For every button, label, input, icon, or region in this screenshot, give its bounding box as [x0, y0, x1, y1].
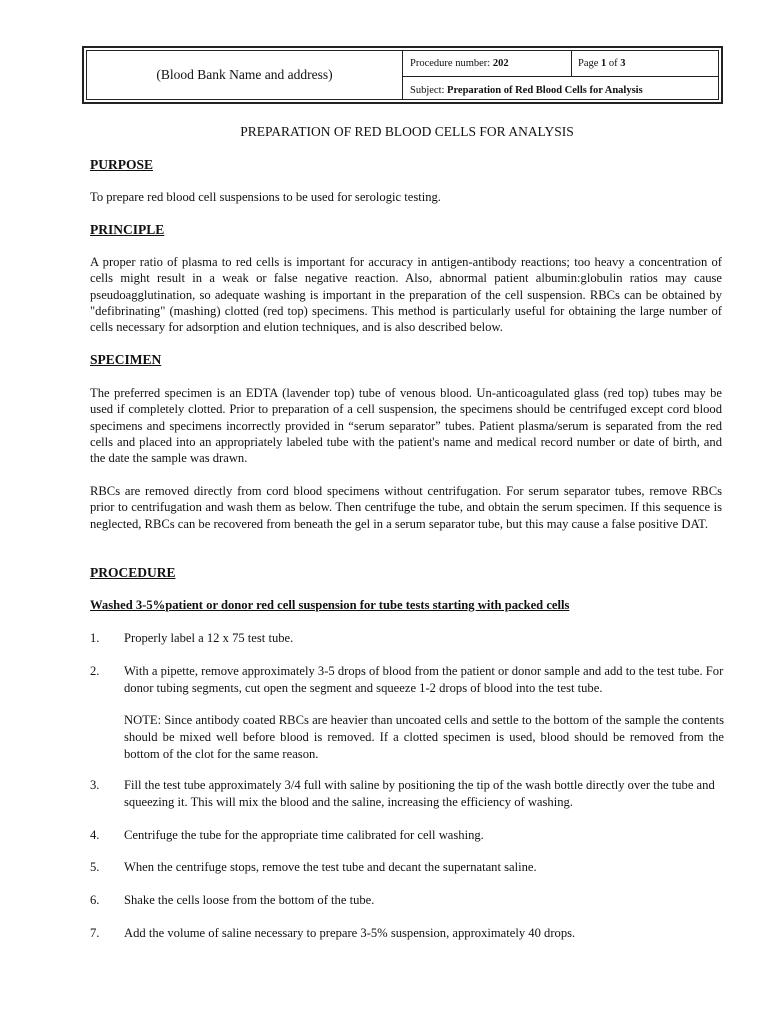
step-number: 6.	[90, 893, 100, 907]
procedure-number-cell	[403, 51, 572, 77]
purpose-text: To prepare red blood cell suspensions to be used for serologic testing.	[90, 190, 441, 204]
procedure-step	[90, 777, 724, 811]
specimen-paragraph-1: The preferred specimen is an EDTA (lavender top) tube of venous blood. Un-anticoagulated glass (red top) tubes may be used if completely clotted. Prior to preparation of a cell suspension, the specimens should be centrifuged except cord blood specimens and specimens incorrectly provided in “serum separator” tubes. Patient plasma/serum is separated from the red cells and placed into an appropriately labeled tube with the patient's name and medical record number or date of birth, and the date the sample was drawn.	[90, 386, 722, 466]
step-text: When the centrifuge stops, remove the test tube and decant the supernatant saline.	[124, 860, 537, 874]
procedure-note: NOTE: Since antibody coated RBCs are heavier than uncoated cells and settle to the bottom of the sample the contents should be mixed well before blood is removed. If a clotted specimen is used, blood should be removed from the bottom of the clot for the same reason.	[124, 713, 724, 761]
principle-heading: PRINCIPLE	[90, 222, 165, 237]
step-number: 2.	[90, 664, 100, 678]
page-current: 1	[601, 58, 607, 69]
page-prefix: Page	[578, 58, 599, 69]
subject-label: Subject:	[410, 85, 445, 96]
step-text: Shake the cells loose from the bottom of the tube.	[124, 893, 375, 907]
step-number: 1.	[90, 631, 100, 645]
specimen-paragraph-2: RBCs are removed directly from cord blood specimens without centrifugation. For serum separator tubes, remove RBCs prior to centrifugation and wash them as below. Then centrifuge the tube, and obtain the serum specimen. If this sequence is neglected, RBCs can be recovered from beneath the gel in a serum separator tube, but this may cause a false positive DAT.	[90, 484, 722, 531]
step-number: 3.	[90, 778, 100, 792]
document-title: PREPARATION OF RED BLOOD CELLS FOR ANALYSIS	[240, 124, 574, 139]
step-text: Fill the test tube approximately 3/4 full with saline by positioning the tip of the wash bottle directly over the tube and squeezing it. This will mix the blood and the saline, increasing the efficiency of washing.	[124, 778, 715, 809]
procedure-number-label: Procedure number:	[410, 58, 491, 69]
procedure-step	[90, 663, 724, 697]
subject-cell	[403, 77, 718, 99]
step-text: Centrifuge the tube for the appropriate time calibrated for cell washing.	[124, 828, 484, 842]
step-number: 4.	[90, 828, 100, 842]
procedure-step	[90, 859, 724, 876]
blood-bank-name	[87, 51, 403, 99]
page-of: of	[608, 58, 618, 69]
blood-bank-name-text: (Blood Bank Name and address)	[156, 67, 333, 82]
step-number: 7.	[90, 926, 100, 940]
procedure-step	[90, 827, 724, 844]
step-number: 5.	[90, 860, 100, 874]
procedure-step	[90, 892, 724, 909]
step-text: Add the volume of saline necessary to prepare 3-5% suspension, approximately 40 drops.	[124, 926, 576, 940]
subject-value: Preparation of Red Blood Cells for Analysis	[447, 85, 643, 96]
procedure-subheading: Washed 3-5%patient or donor red cell suspension for tube tests starting with packed cells	[90, 598, 570, 612]
page-number-cell	[572, 51, 718, 77]
page-total: 3	[620, 58, 626, 69]
purpose-heading: PURPOSE	[90, 157, 154, 172]
step-text: Properly label a 12 x 75 test tube.	[124, 631, 294, 645]
procedure-heading: PROCEDURE	[90, 565, 176, 580]
procedure-number-value: 202	[492, 58, 509, 69]
specimen-heading: SPECIMEN	[90, 352, 162, 367]
step-text: With a pipette, remove approximately 3-5 drops of blood from the patient or donor sample and add to the test tube. For donor tubing segments, cut open the segment and squeeze 1-2 drops of blood into the test tube.	[124, 664, 724, 695]
procedure-step	[90, 925, 724, 942]
procedure-step	[90, 630, 724, 647]
document-header-table	[82, 46, 723, 104]
principle-text: A proper ratio of plasma to red cells is important for accuracy in antigen-antibody reactions; too heavy a concentration of cells might result in a weak or false negative reaction. Also, abnormal patient albumin:globulin ratios may cause pseudoagglutination, so adequate washing is important in the preparation of the cell suspension. RBCs can be obtained by "defibrinating" (mashing) clotted (red top) specimens. This method is particularly useful for obtaining the large number of cells necessary for adsorption and elution techniques, and is also described below.	[90, 255, 722, 335]
